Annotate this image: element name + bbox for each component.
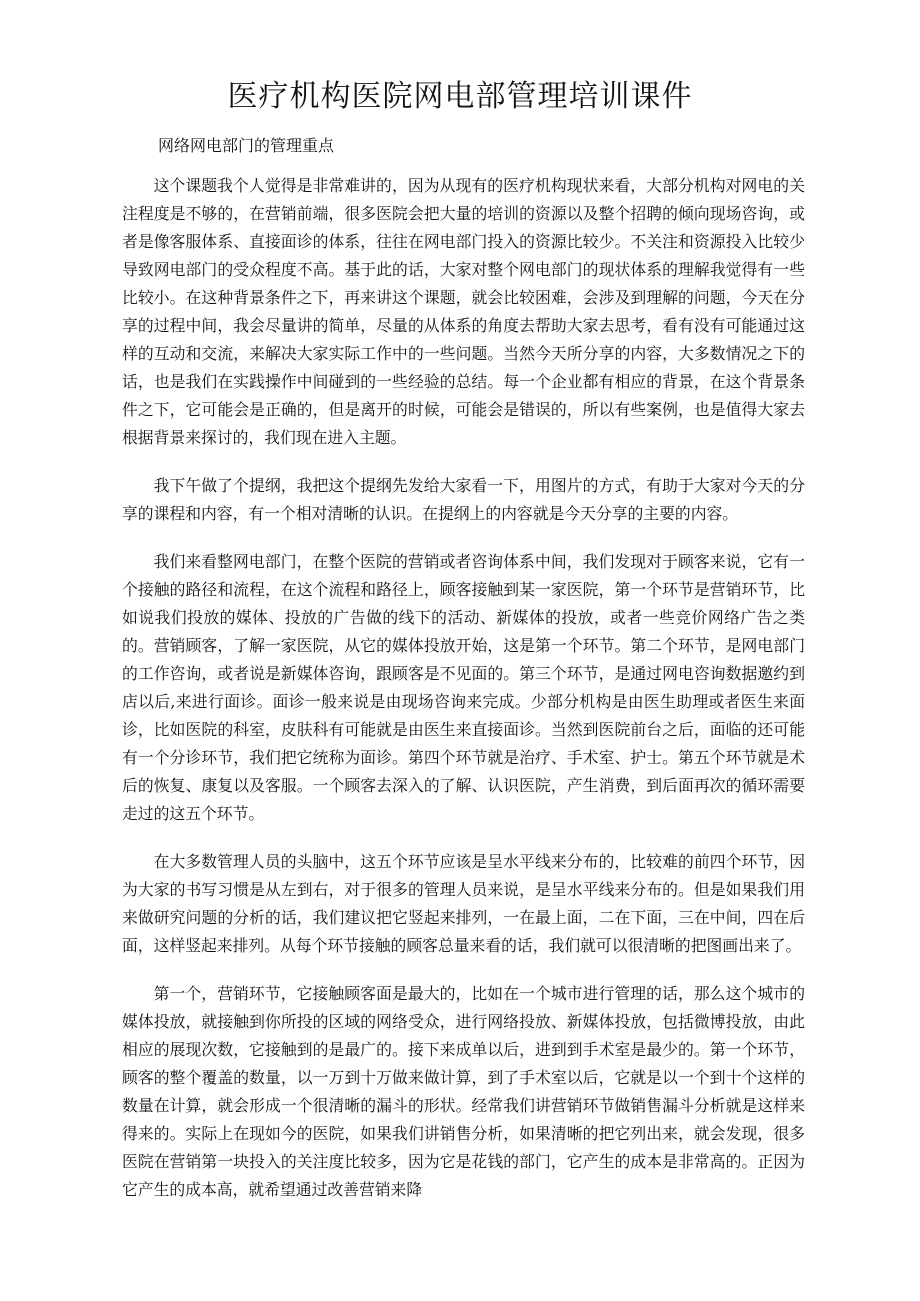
document-title: 医疗机构医院网电部管理培训课件 [227, 79, 693, 114]
paragraph-sales-funnel: 第一个，营销环节，它接触顾客面是最大的，比如在一个城市进行管理的话，那么这个城市的媒体投放，就接触到你所投的区域的网络受众，进行网络投放、新媒体投放，包括微博投放，由此相应的展现次数，它接触到的是最广的。接下来成单以后，进到到手术室是最少的。第一个环节，顾客的整个覆盖的数量，以一万到十万做来做计算，到了手术室以后，它就是以一个到十个这样的数量在计算，就会形成一个很清晰的漏斗的形状。经常我们讲营销环节做销售漏斗分析就是这样来得来的。实际上在现如今的医院，如果我们讲销售分析，如果清晰的把它列出来，就会发现，很多医院在营销第一块投入的关注度比较多，因为它是花钱的部门，它产生的成本是非常高的。正因为它产生的成本高，就希望通过改善营销来降 [122, 984, 805, 1199]
paragraph-vertical-arrangement: 在大多数管理人员的头脑中，这五个环节应该是呈水平线来分布的，比较难的前四个环节，因为大家的书写习惯是从左到右，对于很多的管理人员来说，是呈水平线来分布的。但是如果我们用来做研究问题的分析的话，我们建议把它竖起来排列，一在最上面，二在下面，三在中间，四在后面，这样竖起来排列。从每个环节接触的顾客总量来看的话，我们就可以很清晰的把图画出来了。 [122, 852, 805, 955]
document-body [122, 172, 805, 1224]
section-heading: 网络网电部门的管理重点 [158, 136, 335, 155]
paragraph-intro: 这个课题我个人觉得是非常难讲的，因为从现有的医疗机构现状来看，大部分机构对网电的关注程度是不够的，在营销前端，很多医院会把大量的培训的资源以及整个招聘的倾向现场咨询，或者是像客服体系、直接面诊的体系，往往在网电部门投入的资源比较少。不关注和资源投入比较少导致网电部门的受众程度不高。基于此的话，大家对整个网电部门的现状体系的理解我觉得有一些比较小。在这种背景条件之下，再来讲这个课题，就会比较困难，会涉及到理解的问题，今天在分享的过程中间，我会尽量讲的简单，尽量的从体系的角度去帮助大家去思考，看有没有可能通过这样的互动和交流，来解决大家实际工作中的一些问题。当然今天所分享的内容，大多数情况之下的话，也是我们在实践操作中间碰到的一些经验的总结。每一个企业都有相应的背景，在这个背景条件之下，它可能会是正确的，但是离开的时候，可能会是错误的，所以有些案例，也是值得大家去根据背景来探讨的，我们现在进入主题。 [122, 176, 805, 447]
paragraph-five-stages: 我们来看整网电部门，在整个医院的营销或者咨询体系中间，我们发现对于顾客来说，它有一个接触的路径和流程，在这个流程和路径上，顾客接触到某一家医院，第一个环节是营销环节，比如说我们投放的媒体、投放的广告做的线下的活动、新媒体的投放，或者一些竞价网络广告之类的。营销顾客，了解一家医院，从它的媒体投放开始，这是第一个环节。第二个环节，是网电部门的工作咨询，或者说是新媒体咨询，跟顾客是不见面的。第三个环节，是通过网电咨询数据邀约到店以后,来进行面诊。面诊一般来说是由现场咨询来完成。少部分机构是由医生助理或者医生来面诊，比如医院的科室，皮肤科有可能就是由医生来直接面诊。当然到医院前台之后，面临的还可能有一个分诊环节，我们把它统称为面诊。第四个环节就是治疗、手术室、护士。第五个环节就是术后的恢复、康复以及客服。一个顾客去深入的了解、认识医院，产生消费，到后面再次的循环需要走过的这五个环节。 [122, 552, 805, 823]
paragraph-outline: 我下午做了个提纲，我把这个提纲先发给大家看一下，用图片的方式，有助于大家对今天的分享的课程和内容，有一个相对清晰的认识。在提纲上的内容就是今天分享的主要的内容。 [122, 476, 805, 523]
